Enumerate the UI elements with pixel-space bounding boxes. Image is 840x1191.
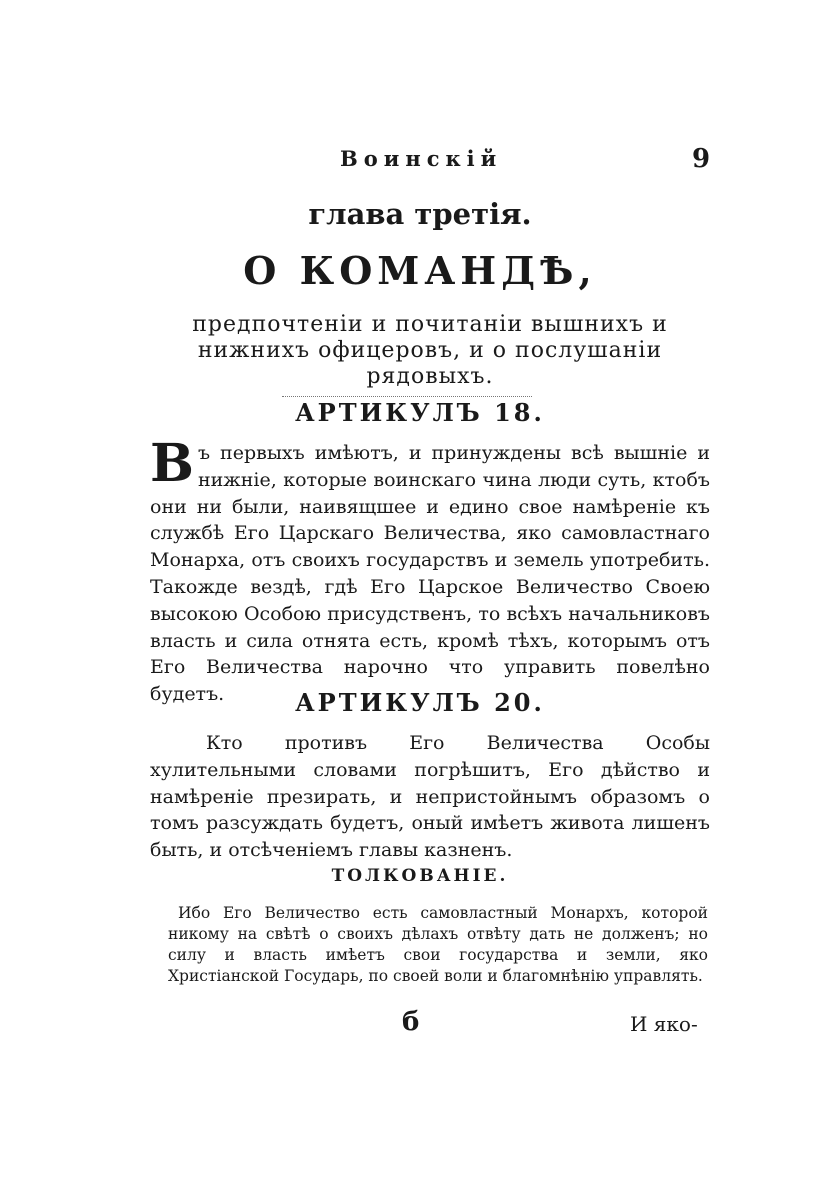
drop-cap-initial: В	[150, 433, 194, 494]
divider-rule	[282, 396, 532, 397]
chapter-heading: глава третія.	[308, 197, 532, 231]
article-18-heading: АРТИКУЛЪ 18.	[295, 398, 545, 427]
commentary-text: Ибо Его Величество есть самовластный Монархъ, которой никому на свѣтѣ о своихъ дѣлахъ отвѣту дать не долженъ; но силу и власть имѣетъ свои государства и земли, яко Христіанской Государь, по своей воли и благомнѣнію управлять.	[168, 904, 708, 985]
catchword: И яко-	[630, 1012, 698, 1036]
article-18-text	[150, 433, 710, 708]
article-20-heading: АРТИКУЛЪ 20.	[295, 688, 545, 717]
signature-mark: б	[402, 1007, 420, 1037]
commentary-heading: ТОЛКОВАНІЕ.	[331, 866, 509, 886]
chapter-title: О КОМАНДѢ,	[243, 248, 597, 293]
article-20-text: Кто противъ Его Величества Особы хулительными словами погрѣшитъ, Его дѣйство и намѣреніе презирать, и непристойнымъ образомъ о томъ разсуждать будетъ, оный имѣетъ живота лишенъ быть, и отсѣченіемъ главы казненъ.	[150, 732, 710, 862]
article-18-body: ъ первыхъ имѣютъ, и принуждены всѣ вышніе и нижніе, которые воинскаго чина люди суть, ктобъ они ни были, наивящшее и едино свое намѣреніе къ службѣ Его Царскаго Величества, яко самовластнаго Монарха, отъ своихъ государствъ и земель употребить. Такожде вездѣ, гдѣ Его Царское Величество Своею высокою Особою присудственъ, то всѣхъ начальниковъ власть и сила отнята есть, кромѣ тѣхъ, которымъ отъ Его Величества нарочно что управить повелѣно будетъ.	[150, 442, 710, 706]
chapter-subtitle: предпочтеніи и почитаніи вышнихъ и нижнихъ офицеровъ, и о послушаніи рядовыхъ.	[192, 312, 668, 389]
page-number: 9	[692, 144, 711, 174]
running-head: Воинскій	[340, 146, 503, 171]
